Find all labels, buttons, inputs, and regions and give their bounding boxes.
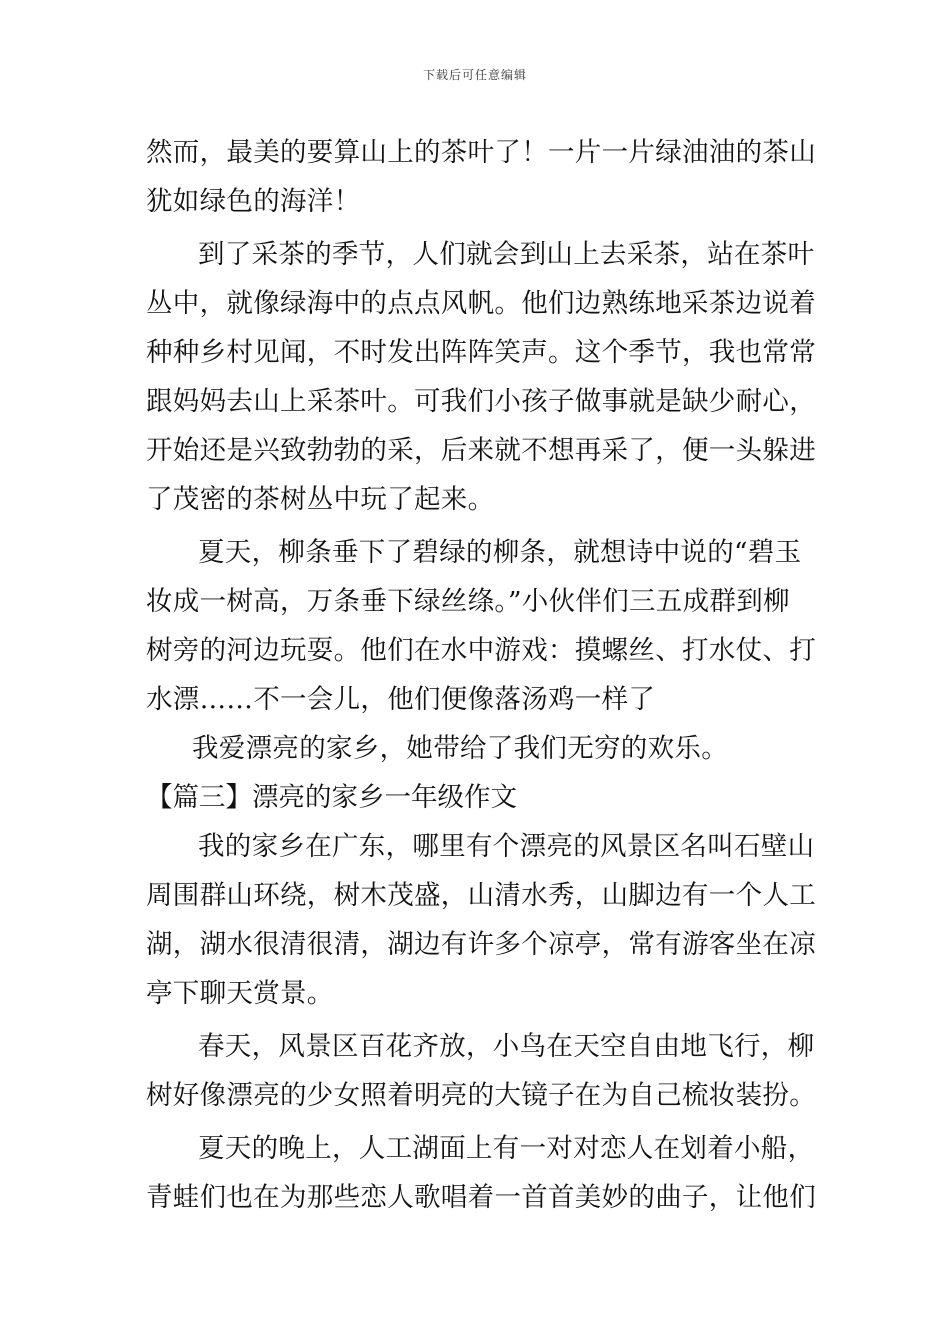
- text-line: 树旁的河边玩耍。他们在水中游戏：摸螺丝、打水仗、打: [146, 635, 816, 666]
- text-line: 水漂……不一会儿，他们便像落汤鸡一样了: [146, 684, 656, 715]
- document-body: [146, 128, 816, 1222]
- text-line: 犹如绿色的海洋！: [146, 186, 361, 217]
- text-line: 了茂密的茶树丛中玩了起来。: [146, 484, 495, 515]
- text-line: 种种乡村见闻，不时发出阵阵笑声。这个季节，我也常常: [146, 337, 816, 368]
- text-line: 我的家乡在广东，哪里有个漂亮的风景区名叫石壁山: [198, 831, 815, 862]
- text-line: 春天，风景区百花齐放，小鸟在天空自由地飞行，柳: [198, 1031, 815, 1062]
- text-line: 开始还是兴致勃勃的采，后来就不想再采了，便一头躲进: [146, 435, 816, 466]
- text-line: 湖，湖水很清很清，湖边有许多个凉亭，常有游客坐在凉: [146, 929, 816, 960]
- text-line: 丛中，就像绿海中的点点风帆。他们边熟练地采茶边说着: [146, 288, 816, 319]
- text-line: 亭下聊天赏景。: [146, 978, 334, 1009]
- text-line: 到了采茶的季节，人们就会到山上去采茶，站在茶叶: [198, 239, 815, 270]
- text-line: 夏天，柳条垂下了碧绿的柳条，就想诗中说的“碧玉: [198, 537, 802, 568]
- download-note: 下载后可任意编辑: [422, 68, 527, 82]
- text-line: 我爱漂亮的家乡，她带给了我们无穷的欢乐。: [192, 733, 728, 764]
- text-line: 青蛙们也在为那些恋人歌唱着一首首美妙的曲子，让他们: [146, 1182, 816, 1213]
- section-heading: 【篇三】漂亮的家乡一年级作文: [146, 782, 517, 813]
- text-line: 妆成一树高，万条垂下绿丝绦。”小伙伴们三五成群到柳: [146, 586, 790, 617]
- text-line: 夏天的晚上，人工湖面上有一对对恋人在划着小船，: [198, 1133, 815, 1164]
- text-line: 树好像漂亮的少女照着明亮的大镜子在为自己梳妆装扮。: [146, 1080, 816, 1111]
- text-line: 然而，最美的要算山上的茶叶了！一片一片绿油油的茶山: [146, 137, 816, 168]
- text-line: 跟妈妈去山上采茶叶。可我们小孩子做事就是缺少耐心，: [146, 386, 816, 417]
- text-line: 周围群山环绕，树木茂盛，山清水秀，山脚边有一个人工: [146, 880, 816, 911]
